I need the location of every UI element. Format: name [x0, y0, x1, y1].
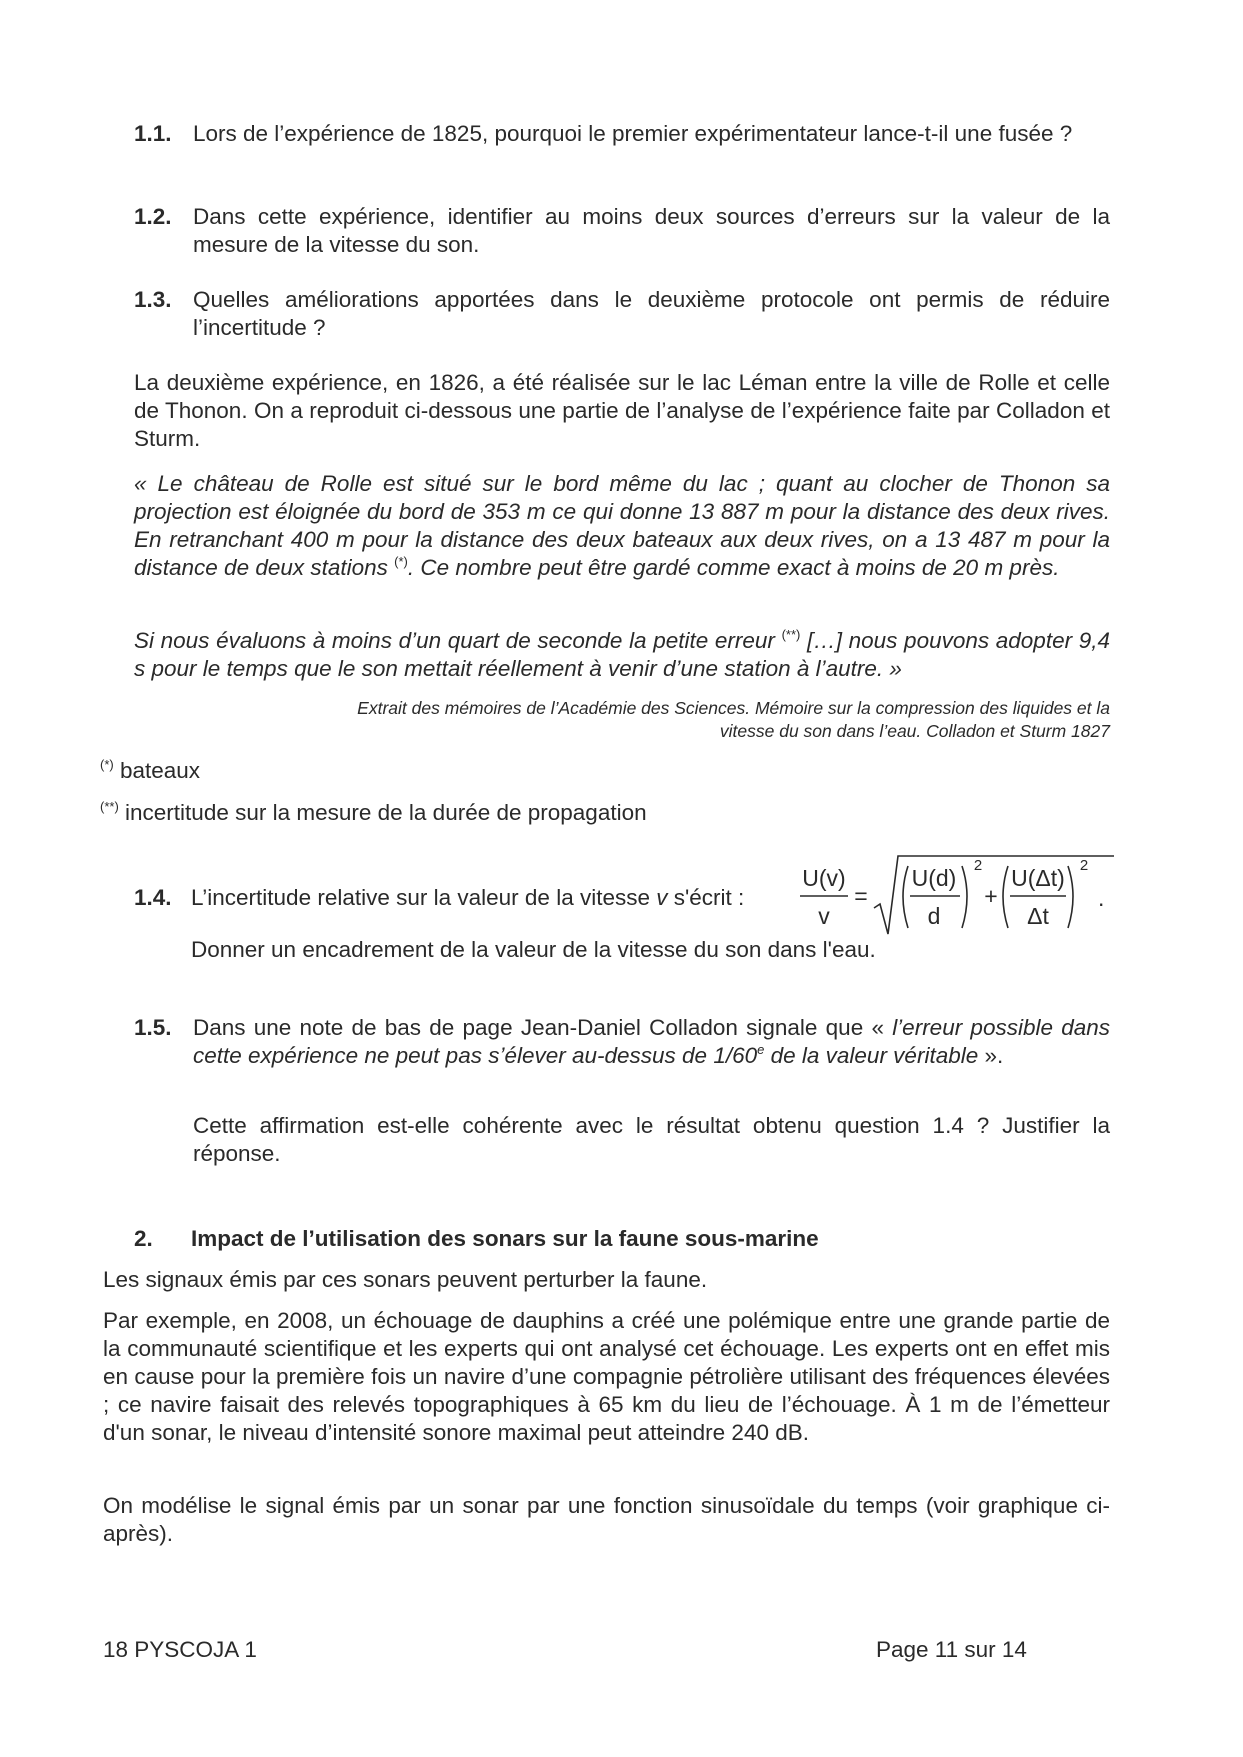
- footnote-1: [100, 757, 200, 785]
- section-2-title: [134, 1225, 819, 1253]
- footer-page-number: Page 11 sur 14: [876, 1637, 1027, 1662]
- footnote-mark: (**): [781, 627, 801, 642]
- section-heading: Impact de l’utilisation des sonars sur la faune sous-marine: [191, 1226, 819, 1251]
- source-line-1: Extrait des mémoires de l’Académie des Sciences. Mémoire sur la compression des liquides et la: [357, 698, 1110, 718]
- footnote-mark: (*): [394, 554, 408, 569]
- velocity-symbol: v: [656, 885, 668, 910]
- question-number: 1.2.: [134, 204, 172, 229]
- quote-text: « Le château de Rolle est situé sur le bord même du lac ; quant au clocher de Thonon sa projection est éloignée du bord de 353 m ce qui donne 13 887 m pour la distance des deux rives. En retranchant 400 m pour la distance des deux bateaux aux deux rives, on a 13 487 m pour la distance de deux stations: [134, 471, 1110, 580]
- formula-exponent: 2: [1079, 857, 1089, 874]
- question-text: L’incertitude relative sur la valeur de la vitesse v s'écrit :: [191, 885, 745, 910]
- footnote-2: [100, 799, 647, 827]
- question-1-3: [134, 286, 1110, 342]
- formula-term1-denominator: d: [927, 903, 941, 929]
- footnote-mark: (**): [100, 799, 119, 814]
- formula-lhs-denominator: v: [818, 903, 830, 929]
- question-1-2: [134, 203, 1110, 259]
- left-paren: [1003, 866, 1008, 928]
- formula-plus: +: [984, 883, 998, 909]
- section-2-paragraph-1: Les signaux émis par ces sonars peuvent perturber la faune.: [103, 1267, 708, 1292]
- formula-term2-numerator: U(Δt): [1011, 865, 1065, 891]
- question-number: 1.3.: [134, 287, 172, 312]
- formula-exponent: 2: [973, 857, 983, 874]
- quote-text: Si nous évaluons à moins d’un quart de seconde la petite erreur: [134, 628, 782, 653]
- question-1-5: [134, 1014, 1110, 1070]
- source-line-2: vitesse du son dans l’eau. Colladon et Sturm 1827: [719, 721, 1110, 741]
- quote-text: […] nous pouvons adopter 9,4 s pour le temps que le son mettait réellement à venir d’une station à l’autre. »: [134, 628, 1110, 681]
- formula-term2-denominator: Δt: [1027, 903, 1049, 929]
- question-number: 1.5.: [134, 1015, 172, 1040]
- formula-lhs-numerator: U(v): [802, 865, 846, 891]
- question-number: 1.4.: [134, 885, 172, 910]
- question-1-5-followup: [134, 1112, 1110, 1168]
- formula-term1-numerator: U(d): [911, 865, 957, 891]
- formula-end: .: [1098, 885, 1105, 911]
- question-text: Quelles améliorations apportées dans le deuxième protocole ont permis de réduire l’incertitude ?: [193, 287, 1110, 340]
- right-paren: [962, 866, 967, 928]
- colladon-quote: l’erreur possible dans cette expérience ne peut pas s’élever au-dessus de 1/60e de la valeur véritable: [193, 1015, 1110, 1068]
- section-number: 2.: [134, 1226, 153, 1251]
- question-text: Lors de l’expérience de 1825, pourquoi le premier expérimentateur lance-t-il une fusée ?: [193, 121, 1073, 146]
- memoir-quote-part-2: [134, 627, 1110, 683]
- section-2-paragraph-2: Par exemple, en 2008, un échouage de dauphins a créé une polémique entre une grande partie de la communauté scientifique et les experts qui ont analysé cet échouage. Les experts ont en effet mis en cause pour la première fois un navire d’une compagnie pétrolière utilisant des fréquences élevées ; ce navire faisait des relevés topographiques à 65 km du lieu de l’échouage. À 1 m de l’émetteur d'un sonar, le niveau d’intensité sonore maximal peut atteindre 240 dB.: [103, 1308, 1110, 1445]
- question-1-1: [134, 120, 1110, 148]
- question-number: 1.1.: [134, 121, 172, 146]
- memoir-quote-part-1: [134, 470, 1110, 582]
- question-1-4-instruction: Donner un encadrement de la valeur de la vitesse du son dans l'eau.: [191, 937, 876, 962]
- formula-equals: =: [854, 883, 868, 909]
- footnote-text: incertitude sur la mesure de la durée de propagation: [118, 800, 647, 825]
- question-text: Dans cette expérience, identifier au moins deux sources d’erreurs sur la valeur de la mesure de la vitesse du son.: [193, 204, 1110, 257]
- quote-source: [134, 697, 1110, 743]
- footer-exam-code: 18 PYSCOJA 1: [103, 1637, 257, 1662]
- question-text: Cette affirmation est-elle cohérente avec le résultat obtenu question 1.4 ? Justifier la réponse.: [193, 1113, 1110, 1166]
- uncertainty-formula: [794, 852, 1114, 938]
- question-1-4: [134, 852, 1114, 938]
- section-2-paragraph-3: On modélise le signal émis par un sonar par une fonction sinusoïdale du temps (voir graphique ci-après).: [103, 1493, 1110, 1546]
- footnote-mark: (*): [100, 757, 114, 772]
- intro-1826-paragraph: La deuxième expérience, en 1826, a été réalisée sur le lac Léman entre la ville de Rolle et celle de Thonon. On a reproduit ci-dessous une partie de l’analyse de l’expérience faite par Colladon et Sturm.: [134, 370, 1110, 451]
- right-paren: [1068, 866, 1073, 928]
- quote-text: . Ce nombre peut être gardé comme exact à moins de 20 m près.: [407, 555, 1060, 580]
- left-paren: [903, 866, 908, 928]
- footnote-text: bateaux: [113, 758, 201, 783]
- question-text: Dans une note de bas de page Jean-Daniel Colladon signale que « l’erreur possible dans cette expérience ne peut pas s’élever au-dessus de 1/60e de la valeur véritable ».: [193, 1015, 1110, 1068]
